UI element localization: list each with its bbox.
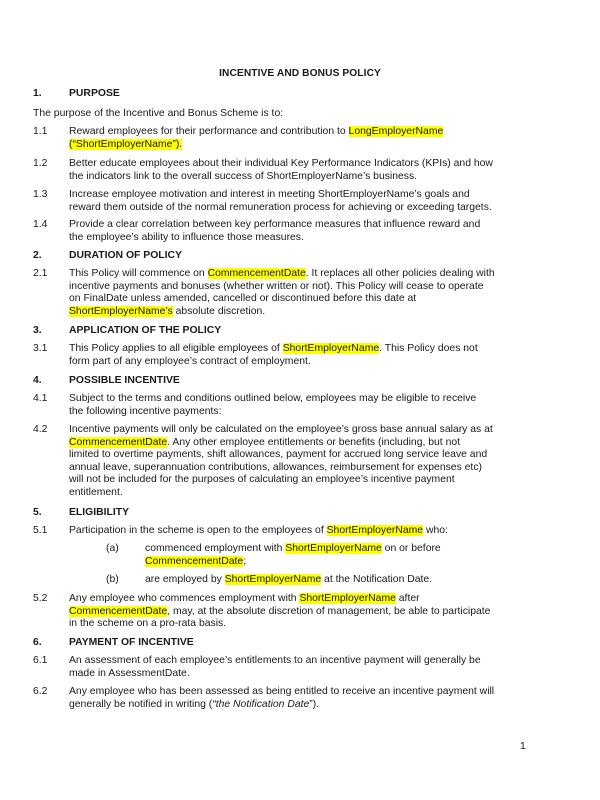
- clause-number: 4.1: [33, 393, 48, 404]
- placeholder-field: CommencementDate: [207, 268, 306, 279]
- clause-number: 5.2: [33, 593, 48, 604]
- text-run: will not be included for the purposes of calculating an employee’s incentive payment: [69, 474, 455, 486]
- text-run: the following incentive payments:: [69, 405, 222, 417]
- text-run: on or before: [381, 543, 441, 554]
- placeholder-field: CommencementDate: [69, 605, 168, 617]
- text-run: This Policy applies to all eligible employees of: [69, 343, 283, 354]
- text-run: Provide a clear correlation between key performance measures that influence reward and: [69, 219, 481, 230]
- clause-text: [69, 686, 544, 711]
- text-run: ;: [243, 555, 247, 567]
- intro-text: The purpose of the Incentive and Bonus Scheme is to:: [33, 108, 284, 119]
- clause-text: [69, 393, 544, 418]
- clause-text: [69, 219, 544, 244]
- text-run: . This Policy does not: [379, 343, 478, 354]
- clause-text: [69, 343, 544, 368]
- text-run: Any employee who has been assessed as being entitled to receive an incentive payment will: [69, 686, 495, 697]
- sub-clause-letter: (a): [106, 543, 119, 554]
- clause-number: 2.1: [33, 268, 48, 279]
- section-number: 3.: [33, 325, 42, 336]
- text-run: entitlement.: [69, 486, 123, 498]
- clause-number: 1.1: [33, 126, 48, 137]
- clause-text: [69, 424, 544, 500]
- document-title: INCENTIVE AND BONUS POLICY: [219, 68, 381, 79]
- section-title: ELIGIBILITY: [69, 507, 130, 518]
- text-run: . It replaces all other policies dealing with: [305, 268, 495, 279]
- text-run: ”).: [309, 698, 320, 710]
- clause-text: [69, 126, 544, 151]
- clause-text: [69, 593, 544, 631]
- clause-number: 6.1: [33, 655, 48, 666]
- clause-number: 1.2: [33, 158, 48, 169]
- sub-clause-text: [145, 574, 545, 587]
- text-run: the employee’s ability to influence those measures.: [69, 231, 304, 243]
- text-run: Better educate employees about their individual Key Performance Indicators (KPIs) and how: [69, 158, 493, 169]
- text-run: who:: [423, 525, 448, 536]
- text-run: Any employee who commences employment with: [69, 593, 300, 604]
- section-number: 4.: [33, 375, 42, 386]
- placeholder-field: ShortEmployerName: [285, 543, 382, 554]
- text-run: reward them outside of the normal remuneration process for achieving or exceeding targets.: [69, 201, 492, 213]
- text-run: the indicators link to the overall success of ShortEmployerName’s business.: [69, 170, 418, 182]
- section-title: PURPOSE: [69, 88, 120, 99]
- clause-number: 5.1: [33, 525, 48, 536]
- section-title: POSSIBLE INCENTIVE: [69, 375, 180, 386]
- clause-number: 1.4: [33, 219, 48, 230]
- section-title: DURATION OF POLICY: [69, 250, 182, 261]
- clause-number: 6.2: [33, 686, 48, 697]
- placeholder-field: ShortEmployerName: [282, 343, 380, 354]
- clause-text: [69, 655, 544, 680]
- text-run: commenced employment with: [145, 543, 286, 554]
- section-number: 2.: [33, 250, 42, 261]
- placeholder-field: ShortEmployerName: [224, 574, 322, 585]
- text-run: , may, at the absolute discretion of management, be able to participate: [167, 605, 491, 617]
- text-run: limited to overtime payments, shift allowances, payment for accrued long service leave and: [69, 449, 488, 461]
- text-run: annual leave, superannuation contributions, allowances, reimbursement for expenses etc): [69, 461, 482, 473]
- text-run: are employed by: [145, 574, 225, 585]
- placeholder-field: CommencementDate: [145, 555, 244, 567]
- text-run: Subject to the terms and conditions outlined below, employees may be eligible to receive: [69, 393, 477, 404]
- section-title: PAYMENT OF INCENTIVE: [69, 637, 194, 648]
- placeholder-field: CommencementDate: [69, 436, 168, 448]
- defined-term: “the Notification Date: [212, 698, 310, 710]
- text-run: on FinalDate unless amended, cancelled or discontinued before this date at: [69, 293, 417, 305]
- text-run: made in AssessmentDate.: [69, 667, 190, 679]
- text-run: Participation in the scheme is open to the employees of: [69, 525, 327, 536]
- clause-number: 4.2: [33, 424, 48, 435]
- text-run: at the Notification Date.: [321, 574, 433, 585]
- text-run: Reward employees for their performance and contribution to: [69, 126, 349, 137]
- placeholder-field: ShortEmployerName: [326, 525, 424, 536]
- placeholder-field: ShortEmployerName: [299, 593, 396, 604]
- placeholder-field: LongEmployerName: [348, 126, 444, 137]
- text-run: generally be notified in writing (: [69, 698, 213, 710]
- section-number: 5.: [33, 507, 42, 518]
- placeholder-field: ShortEmployerName’s: [69, 305, 173, 317]
- text-run: after: [395, 593, 420, 604]
- text-run: Incentive payments will only be calculated on the employee’s gross base annual salary as at: [69, 424, 493, 435]
- section-title: APPLICATION OF THE POLICY: [69, 325, 222, 336]
- text-run: An assessment of each employee’s entitlements to an incentive payment will generally be: [69, 655, 481, 666]
- placeholder-field: (“ShortEmployerName”).: [69, 138, 183, 150]
- clause-text: [69, 158, 544, 183]
- clause-text: [69, 189, 544, 214]
- page-number: 1: [520, 741, 526, 752]
- clause-text: [69, 525, 544, 538]
- section-number: 1.: [33, 88, 42, 99]
- text-run: . Any other employee entitlements or benefits (including, but not: [167, 436, 461, 448]
- text-run: absolute discretion.: [172, 305, 266, 317]
- text-run: form part of any employee’s contract of employment.: [69, 355, 311, 367]
- clause-number: 3.1: [33, 343, 48, 354]
- text-run: Increase employee motivation and interest in meeting ShortEmployerName’s goals and: [69, 189, 470, 200]
- sub-clause-letter: (b): [106, 574, 119, 585]
- text-run: in the scheme on a pro-rata basis.: [69, 618, 227, 630]
- clause-text: [69, 268, 544, 318]
- sub-clause-text: [145, 543, 545, 568]
- text-run: This Policy will commence on: [69, 268, 208, 279]
- text-run: incentive payments and bonuses (whether written or not). This Policy will cease to operate: [69, 280, 484, 292]
- section-number: 6.: [33, 637, 42, 648]
- clause-number: 1.3: [33, 189, 48, 200]
